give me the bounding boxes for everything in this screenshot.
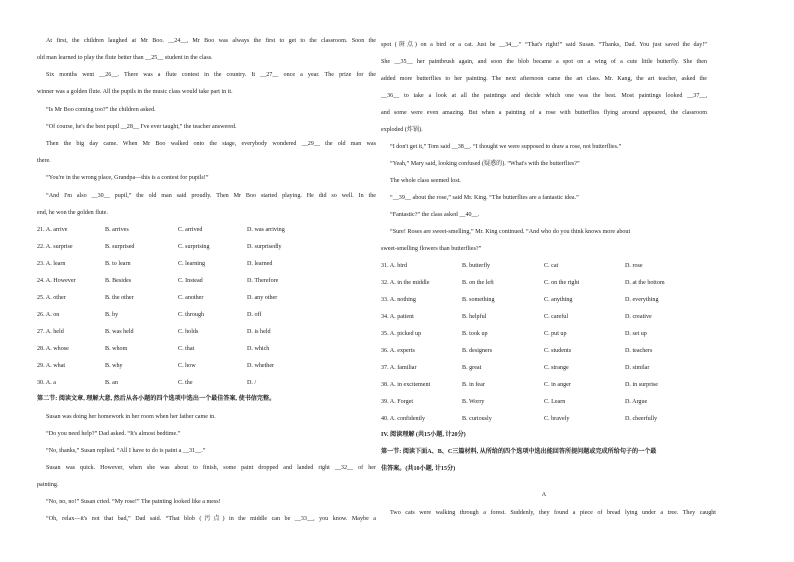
passage-line: The whole class seemed lost.: [390, 178, 461, 184]
option-choice: C. learning: [178, 261, 206, 267]
option-choice: 21. A. arrive: [37, 227, 68, 233]
option-choice: 27. A. held: [37, 329, 64, 335]
option-choice: C. arrived: [178, 227, 203, 233]
passage-line: “No, no, no!” Susan cried. “My rose!” The painting looked like a mess!: [46, 499, 221, 505]
option-choice: C. surprising: [178, 244, 210, 250]
story-line: “Is Mr Boo coming too?” the children asked.: [46, 107, 156, 113]
option-choice: C. students: [544, 348, 572, 354]
option-choice: D. teachers: [625, 348, 653, 354]
option-choice: D. similar: [625, 365, 650, 371]
option-choice: 31. A. bird: [381, 263, 408, 269]
story-line: there.: [37, 158, 51, 164]
option-choice: 34. A. patient: [381, 314, 414, 320]
option-choice: D. /: [247, 380, 257, 386]
option-choice: C. bravely: [544, 416, 570, 422]
story-line: “You're in the wrong place, Grandpa—this is a contest for pupils!”: [46, 175, 209, 181]
option-choice: D. set up: [625, 331, 647, 337]
option-choice: 39. A. Forget: [381, 399, 414, 405]
option-choice: B. arrives: [105, 227, 129, 233]
option-choice: C. holds: [178, 329, 199, 335]
story-line: “Of course, he's the best pupil __28__ I've ever taught,” the teacher answered.: [46, 124, 237, 130]
option-choice: C. that: [178, 346, 195, 352]
option-choice: B. curiously: [462, 416, 492, 422]
option-choice: C. another: [178, 295, 204, 301]
option-choice: B. Besides: [105, 278, 132, 284]
option-choice: 28. A. whose: [37, 346, 69, 352]
story-line: Then the big day came. When Mr Boo walked onto the stage, everybody wondered __29__ the old man was: [46, 141, 376, 147]
option-choice: B. on the left: [462, 280, 494, 286]
option-choice: 32. A. in the middle: [381, 280, 430, 286]
option-choice: D. Argue: [625, 399, 648, 405]
passage-line: __36__ to take a look at all the paintings and decide which one was the best. Most paintings looked __37__,: [381, 93, 707, 99]
passage-label: A: [541, 492, 547, 498]
option-choice: B. was held: [105, 329, 134, 335]
section-title: 第二节: 阅读文章, 理解大意, 然后从各小题的四个选项中选出一个最佳答案, 使书信完整。: [37, 396, 276, 402]
option-choice: C. in anger: [544, 382, 571, 388]
passage-line: added more butterflies to her painting. The next afternoon came the art class. Mr. Kang, the art teacher, asked the: [381, 76, 707, 82]
option-choice: D. cheerfully: [625, 416, 658, 422]
option-choice: B. by: [105, 312, 119, 318]
passage-line: sweet-smelling flowers than butterflies?”: [381, 246, 482, 252]
option-choice: C. the: [178, 380, 193, 386]
option-choice: B. to learn: [105, 261, 131, 267]
option-choice: D. in surprise: [625, 382, 659, 388]
option-choice: 33. A. nothing: [381, 297, 416, 303]
option-choice: D. at the bottom: [625, 280, 665, 286]
option-choice: D. Therefore: [247, 278, 279, 284]
option-choice: C. cat: [544, 263, 559, 269]
option-choice: 30. A. a: [37, 380, 56, 386]
story-line: At first, the children laughed at Mr Boo. __24__, Mr Boo was always the first to get to the classroom. Soon the: [46, 38, 376, 44]
option-choice: B. something: [462, 297, 495, 303]
option-choice: D. which: [247, 346, 270, 352]
option-choice: D. everything: [625, 297, 659, 303]
option-choice: C. put up: [544, 331, 567, 337]
passage-line: “No, thanks,” Susan replied. “All I have to do is paint a __31__.”: [46, 448, 206, 454]
option-choice: B. took up: [462, 331, 488, 337]
option-choice: 35. A. picked up: [381, 331, 422, 337]
section-instruction: 佳答案。(共10小题, 计15分): [381, 466, 456, 472]
passage-line: exploded (炸锅).: [381, 127, 423, 133]
passage-line: Susan was doing her homework in her room when her father came in.: [46, 414, 216, 420]
option-choice: B. butterfly: [462, 263, 491, 269]
option-choice: D. off: [247, 312, 262, 318]
story-line: old man learned to play the flute better than __25__ student in the class.: [37, 55, 213, 61]
option-choice: D. any other: [247, 295, 278, 301]
option-choice: B. in fear: [462, 382, 485, 388]
option-choice: 24. A. However: [37, 278, 76, 284]
option-choice: B. Worry: [462, 399, 485, 405]
option-choice: C. on the right: [544, 280, 580, 286]
option-choice: 37. A. familiar: [381, 365, 417, 371]
passage-line: Susan was quick. However, when she was about to finish, some paint dropped and landed right __32__ of her: [46, 465, 376, 471]
option-choice: C. Learn: [544, 399, 566, 405]
story-line: winner was a golden flute. All the pupils in the music class would take part in it.: [37, 89, 233, 95]
option-choice: C. through: [178, 312, 205, 318]
option-choice: B. great: [462, 365, 482, 371]
passage-line: “Fantastic?” the class asked __40__.: [390, 212, 480, 218]
passage-line: “Sure! Roses are sweet-smelling,” Mr. King continued. “And who do you think knows more about: [390, 229, 631, 235]
story-line: Six months went __26__. There was a flute contest in the country. It __27__ once a year. The prize for the: [46, 72, 376, 78]
passage-line: “__39__ about the rose,” said Mr. King. “The butterflies are a fantastic idea.”: [390, 195, 579, 201]
option-choice: B. designers: [462, 348, 493, 354]
option-choice: C. anything: [544, 297, 573, 303]
option-choice: D. whether: [247, 363, 275, 369]
section-title: IV. 阅读理解 (共15小题, 计20分): [381, 432, 466, 438]
option-choice: B. why: [105, 363, 123, 369]
passage-line: “I don't get it,” Tom said __38__. “I thought we were supposed to draw a rose, not butterflies.”: [390, 144, 622, 150]
option-choice: 23. A. learn: [37, 261, 66, 267]
passage-line: spot (斑点) on a bird or a cat. Just be __34__.” “That's right!” said Susan. “Thanks, Dad. You just saved the day!”: [381, 42, 707, 48]
option-choice: B. helpful: [462, 314, 487, 320]
option-choice: C. strange: [544, 365, 569, 371]
option-choice: D. is held: [247, 329, 271, 335]
option-choice: 29. A. what: [37, 363, 66, 369]
passage-line: “Oh, relax—it's not that bad,” Dad said. “That blob (污点) in the middle can be __33__, you know. Maybe a: [46, 516, 376, 522]
passage-line: and some were even amazing. But when a painting of a rose with butterflies flying around appeared, the classroom: [381, 110, 707, 116]
option-choice: 40. A. confidently: [381, 416, 426, 422]
option-choice: 38. A. in excitement: [381, 382, 431, 388]
passage-line: She __35__ her paintbrush again, and soon the blob became a spot on a wing of a cute little butterfly. She then: [381, 59, 707, 65]
passage-line: painting.: [37, 482, 59, 488]
passage-line: “Yeah,” Mary said, looking confused (疑惑的). “What's with the butterflies?”: [390, 161, 580, 167]
story-line: “And I'm also __30__ pupil,” the old man said proudly. Then Mr Boo started playing. He did so well. In the: [46, 193, 376, 199]
option-choice: 26. A. on: [37, 312, 60, 318]
option-choice: C. how: [178, 363, 196, 369]
option-choice: D. rose: [625, 263, 643, 269]
option-choice: C. Instead: [178, 278, 203, 284]
option-choice: D. creative: [625, 314, 652, 320]
option-choice: D. surprisedly: [247, 244, 282, 250]
option-choice: B. surprised: [105, 244, 135, 250]
option-choice: 22. A. surprise: [37, 244, 73, 250]
passage-line: Two cats were walking through a forest. Suddenly, they found a piece of bread lying under a tree. They caught: [390, 510, 716, 516]
option-choice: D. learned: [247, 261, 273, 267]
option-choice: B. whom: [105, 346, 128, 352]
option-choice: D. was arriving: [247, 227, 285, 233]
option-choice: B. the other: [105, 295, 134, 301]
option-choice: C. careful: [544, 314, 569, 320]
passage-line: “Do you need help?” Dad asked. “It's almost bedtime.”: [46, 431, 181, 437]
option-choice: 25. A. other: [37, 295, 66, 301]
story-line: end, he won the golden flute.: [37, 210, 108, 216]
section-instruction: 第一节: 阅读下面A、B、C三篇材料, 从所给的四个选项中选出能回答所提问题或完成所给句子的一个最: [381, 449, 657, 455]
option-choice: B. an: [105, 380, 118, 386]
option-choice: 36. A. experts: [381, 348, 415, 354]
